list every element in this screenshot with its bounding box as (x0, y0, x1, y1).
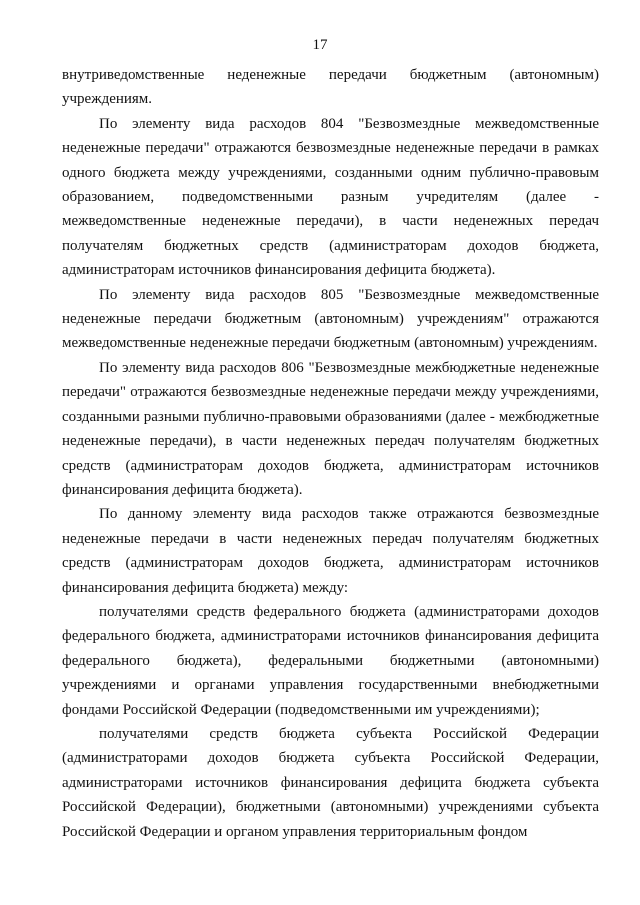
body-text (62, 63, 599, 844)
paragraph-805: По элементу вида расходов 805 "Безвозмездные межведомственные неденежные передачи бюджетным (автономным) учреждениям" отражаются межведомственные неденежные передачи бюджетным (автономным) учреждениям. (62, 286, 599, 352)
paragraph-regional-recipients: получателями средств бюджета субъекта Российской Федерации (администраторами доходов бюджета субъекта Российской Федерации, администраторами источников финансирования дефицита бюджета субъекта Российской Федерации), бюджетными (автономными) учреждениями субъекта Российской Федерации и органом управления территориальным фондом (62, 725, 599, 840)
paragraph-continuation: внутриведомственные неденежные передачи бюджетным (автономным) учреждениям. (62, 67, 599, 108)
paragraph-804: По элементу вида расходов 804 "Безвозмездные межведомственные неденежные передачи" отражаются безвозмездные неденежные передачи в рамках одного бюджета между учреждениями, созданными одним публично-правовым образованием, подведомственными разным учредителям (далее - межведомственные неденежные передачи), в части неденежных передач получателям бюджетных средств (администраторам доходов бюджета, администраторам источников финансирования дефицита бюджета). (62, 115, 599, 279)
paragraph-806-also: По данному элементу вида расходов также отражаются безвозмездные неденежные передачи в части неденежных передач получателям бюджетных средств (администраторам доходов бюджета, администраторам источников финансирования дефицита бюджета) между: (62, 506, 599, 596)
page-number: 17 (312, 37, 328, 53)
paragraph-806: По элементу вида расходов 806 "Безвозмездные межбюджетные неденежные передачи" отражаются безвозмездные неденежные передачи между учреждениями, созданными разными публично-правовыми образованиями (далее - межбюджетные неденежные передачи), в части неденежных передач получателям бюджетных средств (администраторам доходов бюджета, администраторам источников финансирования дефицита бюджета). (62, 359, 599, 498)
paragraph-federal-recipients: получателями средств федерального бюджета (администраторами доходов федерального бюджета, администраторами источников финансирования дефицита федерального бюджета), федеральными бюджетными (автономными) учреждениями и органами управления государственными внебюджетными фондами Российской Федерации (подведомственными им учреждениями); (62, 603, 599, 718)
